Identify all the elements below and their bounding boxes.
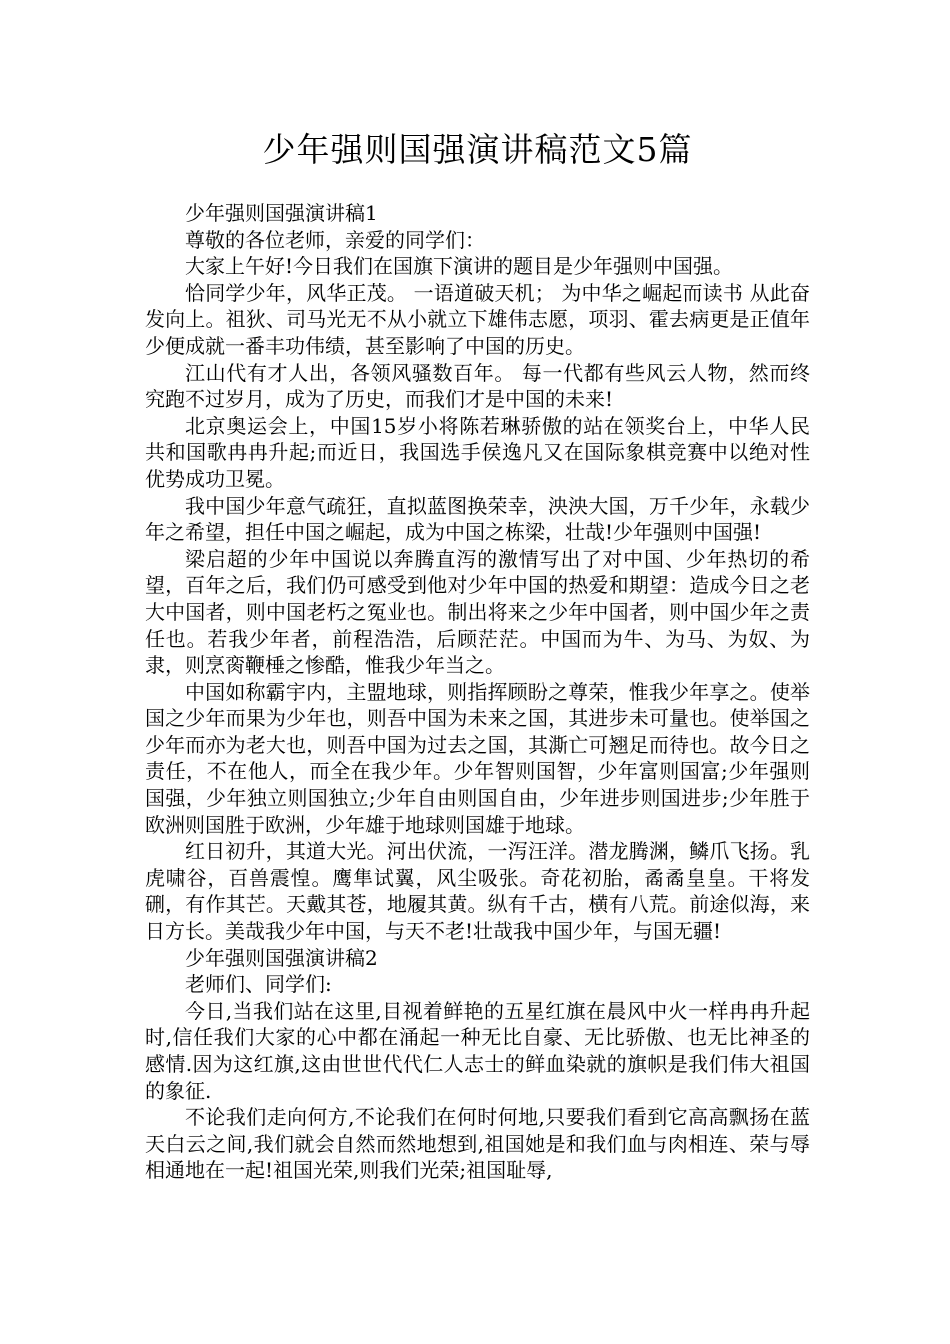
- document-title: 少年强则国强演讲稿范文5篇: [262, 130, 693, 169]
- document-page: [145, 128, 810, 1184]
- paragraph: 少年强则国强演讲稿2: [185, 945, 378, 970]
- paragraph: 江山代有才人出，各领风骚数百年。 每一代都有些风云人物，然而终究跑不过岁月，成为了历史，而我们才是中国的未来!: [145, 360, 810, 412]
- paragraph: 北京奥运会上，中国15岁小将陈若琳骄傲的站在领奖台上，中华人民共和国歌冉冉升起;而近日，我国选手侯逸凡又在国际象棋竞赛中以绝对性优势成功卫冕。: [145, 413, 810, 491]
- document-body: [145, 200, 810, 1184]
- paragraph: 中国如称霸宇内，主盟地球，则指挥顾盼之尊荣，惟我少年享之。使举国之少年而果为少年也，则吾中国为未来之国，其进步未可量也。使举国之少年而亦为老大也，则吾中国为过去之国，其澌亡可翘足而待也。故今日之责任，不在他人，而全在我少年。少年智则国智，少年富则国富;少年强则国强，少年独立则国独立;少年自由则国自由，少年进步则国进步;少年胜于欧洲则国胜于欧洲，少年雄于地球则国雄于地球。: [145, 679, 810, 837]
- paragraph: 老师们、同学们:: [185, 972, 332, 997]
- paragraph: 今日,当我们站在这里,目视着鲜艳的五星红旗在晨风中火一样冉冉升起时,信任我们大家的心中都在涌起一种无比自豪、无比骄傲、也无比神圣的感情.因为这红旗,这由世世代代仁人志士的鲜血染就的旗帜是我们伟大祖国的象征.: [145, 998, 810, 1103]
- paragraph: 少年强则国强演讲稿1: [185, 201, 378, 225]
- paragraph: 梁启超的少年中国说以奔腾直泻的激情写出了对中国、少年热切的希望，百年之后，我们仍可感受到他对少年中国的热爱和期望：造成今日之老大中国者，则中国老朽之冤业也。制出将来之少年中国者，则中国少年之责任也。若我少年者，前程浩浩，后顾茫茫。中国而为牛、为马、为奴、为隶，则烹脔鞭棰之惨酷，惟我少年当之。: [145, 546, 810, 678]
- paragraph: 恰同学少年，风华正茂。 一语道破天机； 为中华之崛起而读书 从此奋发向上。祖狄、司马光无不从小就立下雄伟志愿，项羽、霍去病更是正值年少便成就一番丰功伟绩，甚至影响了中国的历史。: [145, 280, 810, 358]
- paragraph: 我中国少年意气疏狂，直拟蓝图换荣幸，泱泱大国，万千少年，永载少年之希望，担任中国之崛起，成为中国之栋梁，壮哉!少年强则中国强!: [145, 493, 810, 545]
- paragraph: 尊敬的各位老师，亲爱的同学们：: [185, 227, 485, 252]
- paragraph: 大家上午好!今日我们在国旗下演讲的题目是少年强则中国强。: [185, 254, 734, 279]
- paragraph: 不论我们走向何方,不论我们在何时何地,只要我们看到它高高飘扬在蓝天白云之间,我们就会自然而然地想到,祖国她是和我们血与肉相连、荣与辱相通地在一起!祖国光荣,则我们光荣;祖国耻辱,: [145, 1105, 810, 1183]
- paragraph: 红日初升，其道大光。河出伏流，一泻汪洋。潜龙腾渊，鳞爪飞扬。乳虎啸谷，百兽震惶。鹰隼试翼，风尘吸张。奇花初胎，矞矞皇皇。干将发硎，有作其芒。天戴其苍，地履其黄。纵有千古，横有八荒。前途似海，来日方长。美哉我少年中国，与天不老!壮哉我中国少年，与国无疆!: [145, 839, 810, 944]
